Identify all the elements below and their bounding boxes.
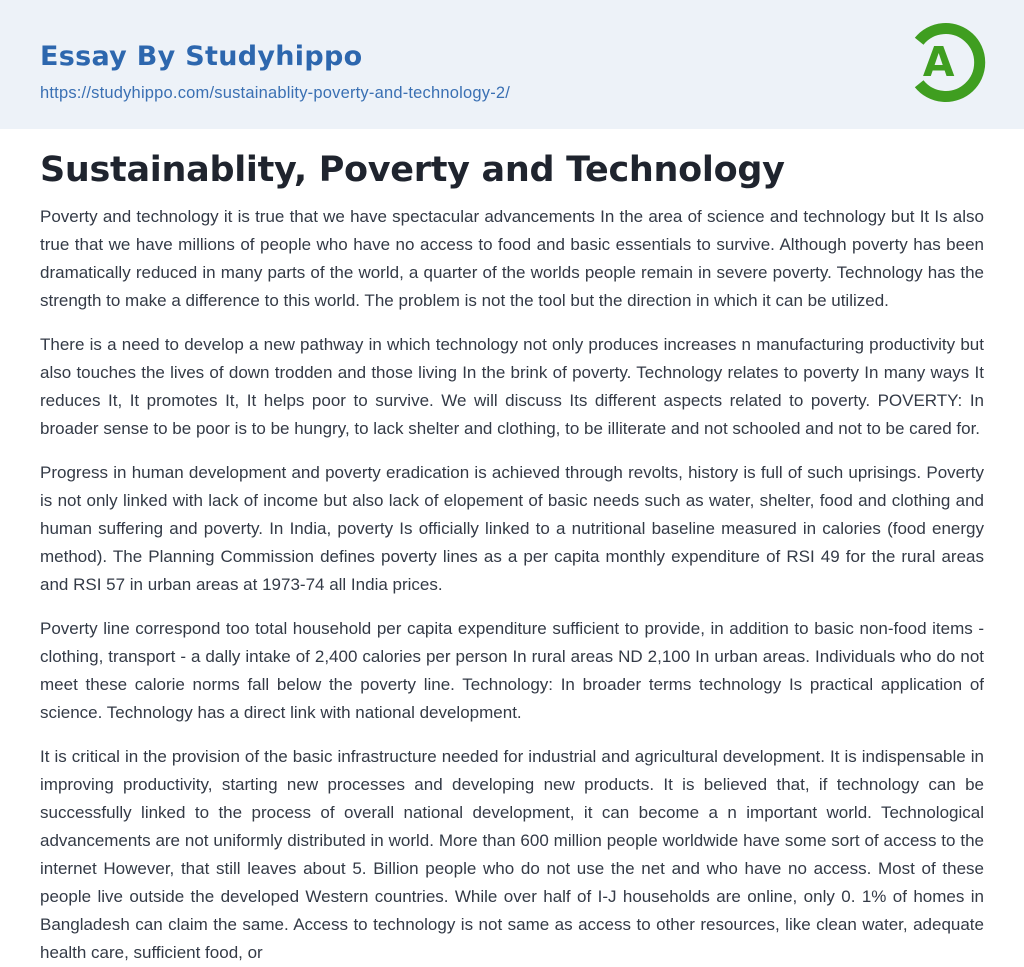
logo-letter: A bbox=[922, 38, 955, 87]
essay-title: Sustainablity, Poverty and Technology bbox=[40, 150, 785, 190]
source-url-link[interactable]: https://studyhippo.com/sustainablity-poverty-and-technology-2/ bbox=[40, 84, 511, 102]
essay-paragraph-2: There is a need to develop a new pathway in which technology not only produces increases n manufacturing productivity but also touches the lives of down trodden and those living In the brink of poverty. Technology relates to poverty In many ways It reduces It, It promotes It, It helps poor to survive. We will discuss Its different aspects related to poverty. POVERTY: In broader sense to be poor is to be hungry, to lack shelter and clothing, to be illiterate and not schooled and not to be cared for. bbox=[40, 335, 984, 438]
essay-paragraph-5: It is critical in the provision of the basic infrastructure needed for industrial and agricultural development. It is indispensable in improving productivity, starting new processes and developing new products. It is believed that, if technology can be successfully linked to the process of overall national development, it can become a n important world. Technological advancements are not uniformly distributed in world. More than 600 million people worldwide have some sort of access to the internet However, that still leaves about 5. Billion people who do not use the net and who have no access. Most of these people live outside the developed Western countries. While over half of I-J households are online, only 0. 1% of homes in Bangladesh can claim the same. Access to technology is not same as access to other resources, like clean water, adequate health care, sufficient food, or bbox=[40, 747, 984, 962]
logo-a-icon bbox=[903, 20, 988, 105]
essay-paragraph-1: Poverty and technology it is true that we have spectacular advancements In the area of science and technology but It Is also true that we have millions of people who have no access to food and basic essentials to survive. Although poverty has been dramatically reduced in many parts of the world, a quarter of the worlds people remain in severe poverty. Technology has the strength to make a difference to this world. The problem is not the tool but the direction in which it can be utilized. bbox=[40, 207, 984, 310]
essay-paragraph-3: Progress in human development and poverty eradication is achieved through revolts, history is full of such uprisings. Poverty is not only linked with lack of income but also lack of elopement of basic needs such as water, shelter, food and clothing and human suffering and poverty. In India, poverty Is officially linked to a nutritional baseline measured in calories (food energy method). The Planning Commission defines poverty lines as a per capita monthly expenditure of RSI 49 for the rural areas and RSI 57 in urban areas at 1973-74 all India prices. bbox=[40, 463, 984, 594]
header-title: Essay By Studyhippo bbox=[40, 41, 363, 72]
studyhippo-logo bbox=[903, 20, 988, 105]
page-header bbox=[0, 0, 1024, 129]
essay-paragraph-4: Poverty line correspond too total household per capita expenditure sufficient to provide, in addition to basic non-food items - clothing, transport - a dally intake of 2,400 calories per person In rural areas ND 2,100 In urban areas. Individuals who do not meet these calorie norms fall below the poverty line. Technology: In broader terms technology Is practical application of science. Technology has a direct link with national development. bbox=[40, 619, 984, 722]
essay-content bbox=[0, 150, 1024, 967]
